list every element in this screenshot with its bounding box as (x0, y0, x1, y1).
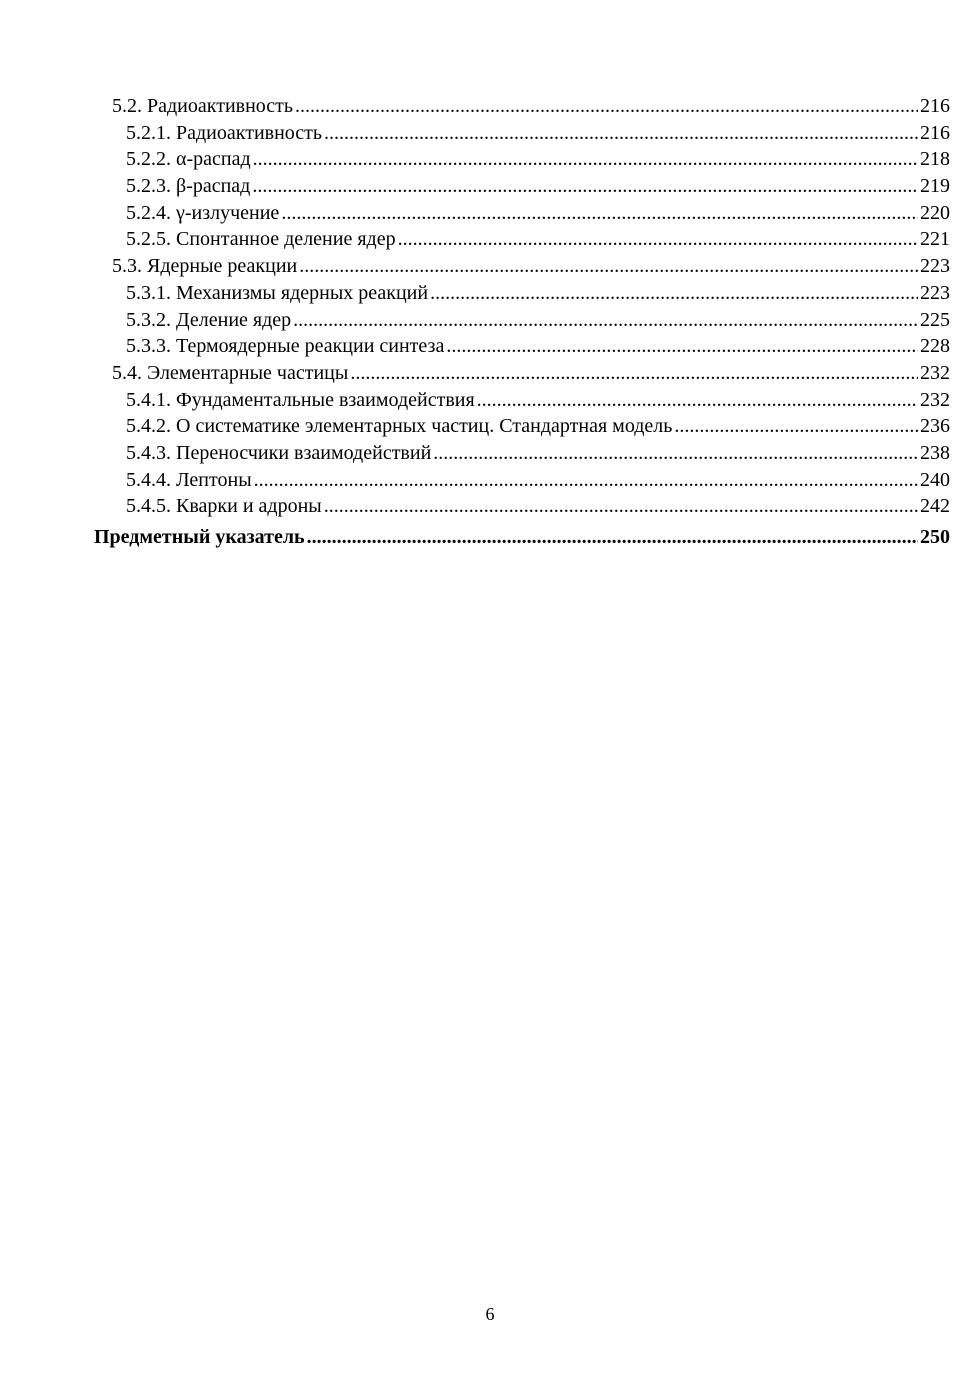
dot-leader (299, 253, 918, 280)
toc-entry[interactable] (0, 493, 950, 520)
dot-leader (254, 467, 918, 494)
toc-entry-subject-index[interactable] (0, 524, 950, 551)
toc-entry-label: 5.3.1. Механизмы ядерных реакций (126, 281, 429, 304)
dot-leader (293, 307, 918, 334)
toc-entry[interactable] (0, 307, 950, 334)
toc-entry-page: 225 (920, 308, 950, 331)
dot-leader (324, 120, 918, 147)
toc-entry[interactable] (0, 93, 950, 120)
dot-leader (433, 440, 918, 467)
toc-entry-label: 5.4.4. Лептоны (126, 468, 252, 491)
toc-entry-label: 5.2. Радиоактивность (112, 95, 294, 117)
table-of-contents (0, 93, 980, 551)
toc-entry-label: 5.4.3. Переносчики взаимодействий (126, 441, 432, 464)
toc-entry[interactable] (0, 413, 950, 440)
dot-leader (307, 524, 918, 551)
toc-entry[interactable] (0, 146, 950, 173)
toc-entry-label: 5.3.3. Термоядерные реакции синтеза (126, 335, 445, 358)
dot-leader (446, 333, 918, 360)
dot-leader (253, 146, 918, 173)
toc-entry-page: 242 (920, 495, 950, 518)
toc-entry[interactable] (0, 440, 950, 467)
toc-entry[interactable] (0, 467, 950, 494)
toc-entry[interactable] (0, 360, 950, 387)
toc-entry-page: 250 (920, 526, 950, 548)
dot-leader (281, 200, 918, 227)
toc-entry-page: 220 (920, 201, 950, 224)
page-number: 6 (485, 1304, 495, 1324)
toc-entry-page: 216 (920, 121, 950, 144)
toc-entry-label: 5.3. Ядерные реакции (112, 255, 298, 278)
toc-entry-label: 5.4.5. Кварки и адроны (126, 495, 322, 518)
dot-leader (477, 387, 918, 414)
toc-entry[interactable] (0, 173, 950, 200)
toc-entry-label: 5.2.2. α-распад (126, 148, 251, 171)
toc-entry-label: 5.2.1. Радиоактивность (126, 121, 323, 144)
dot-leader (295, 93, 918, 120)
toc-entry-page: 218 (920, 148, 950, 171)
toc-entry[interactable] (0, 120, 950, 147)
toc-entry-label: 5.3.2. Деление ядер (126, 308, 292, 331)
dot-leader (430, 280, 918, 307)
dot-leader (324, 493, 918, 520)
toc-entry[interactable] (0, 253, 950, 280)
toc-entry-page: 232 (920, 388, 950, 411)
dot-leader (350, 360, 918, 387)
toc-entry-page: 216 (920, 95, 950, 117)
toc-entry-page: 219 (920, 175, 950, 198)
toc-entry-page: 223 (920, 255, 950, 278)
toc-entry-label: 5.4.1. Фундаментальные взаимодействия (126, 388, 475, 411)
toc-entry-page: 240 (920, 468, 950, 491)
toc-entry-page: 236 (920, 415, 950, 438)
toc-entry[interactable] (0, 387, 950, 414)
toc-entry[interactable] (0, 200, 950, 227)
toc-entry-label: 5.2.4. γ-излучение (126, 201, 280, 224)
dot-leader (674, 413, 918, 440)
toc-entry-label: Предметный указатель (94, 526, 305, 548)
toc-entry-label: 5.4.2. О систематике элементарных частиц. Стандартная модель (126, 415, 673, 438)
toc-entry-label: 5.4. Элементарные частицы (112, 361, 349, 384)
dot-leader (398, 226, 918, 253)
toc-entry-page: 238 (920, 441, 950, 464)
toc-entry[interactable] (0, 333, 950, 360)
toc-entry[interactable] (0, 280, 950, 307)
toc-entry-page: 221 (920, 228, 950, 251)
toc-entry[interactable] (0, 226, 950, 253)
toc-entry-label: 5.2.3. β-распад (126, 175, 251, 198)
toc-entry-page: 223 (920, 281, 950, 304)
toc-entry-label: 5.2.5. Спонтанное деление ядер (126, 228, 396, 251)
dot-leader (252, 173, 918, 200)
toc-entry-page: 232 (920, 361, 950, 384)
toc-entry-page: 228 (920, 335, 950, 358)
